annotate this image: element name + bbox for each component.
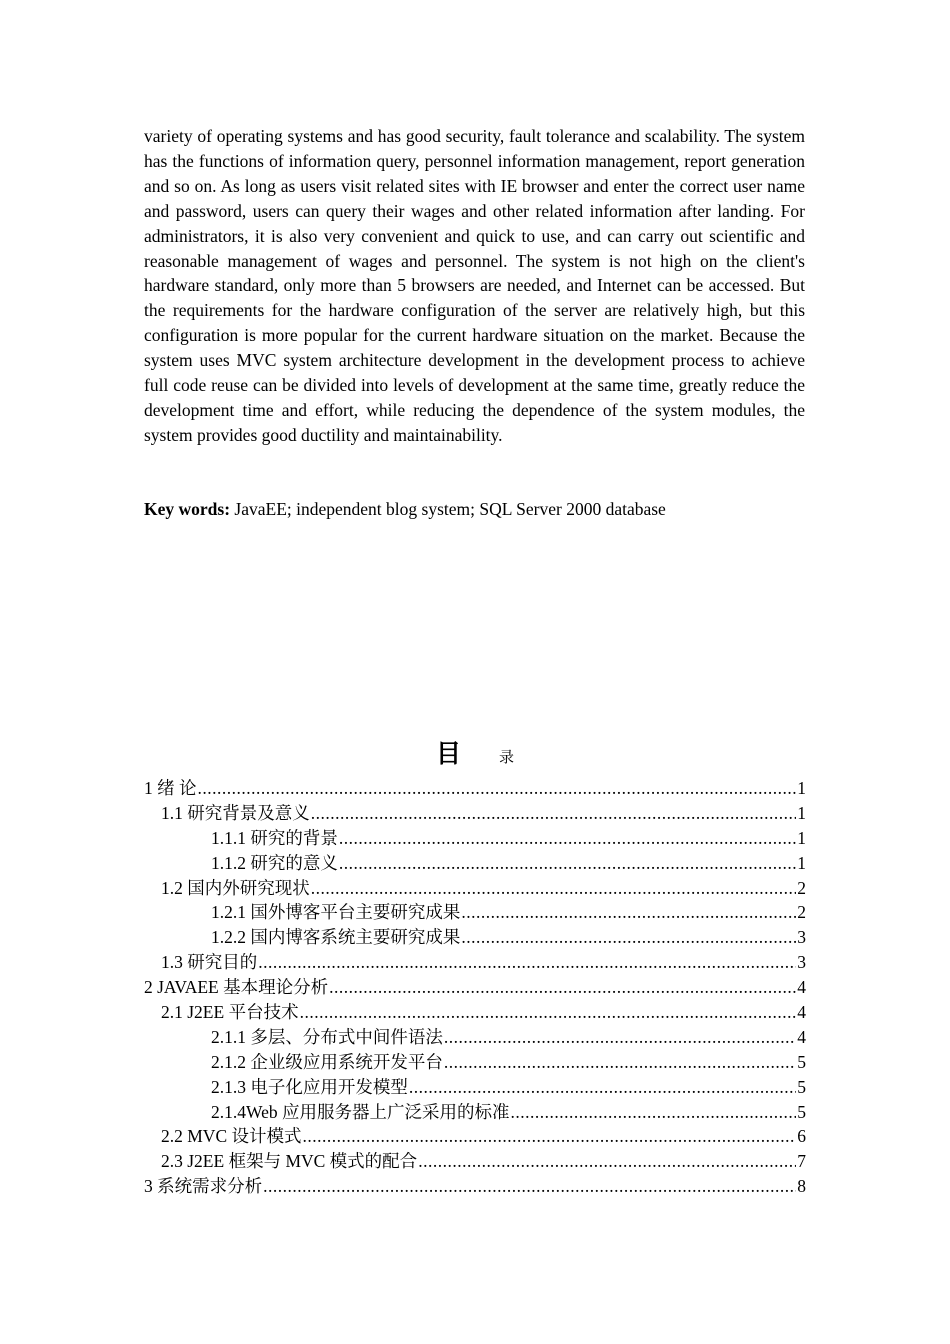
toc-entry-label: 1.2.2 国内博客系统主要研究成果 xyxy=(211,927,461,948)
keywords-text: JavaEE; independent blog system; SQL Server 2000 database xyxy=(234,499,666,519)
toc-entry[interactable] xyxy=(144,950,806,975)
toc-entry-page: 4 xyxy=(797,977,806,998)
toc-entry[interactable] xyxy=(144,1174,806,1199)
toc-entry-label: 2.1.4Web 应用服务器上广泛采用的标准 xyxy=(211,1101,510,1122)
toc-entry-page: 7 xyxy=(797,1151,806,1172)
toc-entry-page: 3 xyxy=(797,952,806,973)
toc-leader xyxy=(263,1174,796,1199)
toc-entry-label: 1.2.1 国外博客平台主要研究成果 xyxy=(211,902,461,923)
toc-entry-page: 1 xyxy=(797,802,806,823)
toc-leader xyxy=(409,1075,796,1100)
toc-entry-label: 1.1 研究背景及意义 xyxy=(161,802,310,823)
toc-leader xyxy=(303,1124,797,1149)
toc-entry[interactable] xyxy=(144,1050,806,1075)
toc-entry[interactable] xyxy=(144,925,806,950)
toc-title-main: 目 xyxy=(435,739,461,768)
toc-leader xyxy=(311,876,797,901)
toc-entry-label: 2.1.2 企业级应用系统开发平台 xyxy=(211,1051,443,1072)
toc-entry-label: 2 JAVAEE 基本理论分析 xyxy=(144,977,329,998)
toc-entry-page: 3 xyxy=(797,927,806,948)
toc-entry-label: 1.3 研究目的 xyxy=(161,952,258,973)
toc-leader xyxy=(444,1025,796,1050)
toc-entry-page: 1 xyxy=(797,827,806,848)
toc-entry-label: 1 绪 论 xyxy=(144,778,197,798)
toc-entry-page: 5 xyxy=(797,1051,806,1072)
toc-entry[interactable] xyxy=(144,1025,806,1050)
toc-leader xyxy=(339,851,796,876)
toc-entry-label: 2.1.1 多层、分布式中间件语法 xyxy=(211,1026,443,1047)
toc-entry[interactable] xyxy=(144,1000,806,1025)
toc-entry-page: 4 xyxy=(797,1026,806,1047)
toc-leader xyxy=(300,1000,797,1025)
toc-leader xyxy=(444,1050,796,1075)
toc-leader xyxy=(461,900,796,925)
toc-entry-label: 1.1.1 研究的背景 xyxy=(211,827,338,848)
toc-entry-label: 2.2 MVC 设计模式 xyxy=(161,1126,302,1147)
toc-entry[interactable] xyxy=(144,1075,806,1100)
toc-leader xyxy=(339,826,796,851)
toc-entry[interactable] xyxy=(144,851,806,876)
toc-entry-page: 2 xyxy=(797,877,806,898)
toc-entry-label: 2.1 J2EE 平台技术 xyxy=(161,1002,299,1023)
toc-entry-label: 2.3 J2EE 框架与 MVC 模式的配合 xyxy=(161,1151,418,1172)
toc-entry[interactable] xyxy=(144,1124,806,1149)
toc-leader xyxy=(461,925,796,950)
toc-entry[interactable] xyxy=(144,801,806,826)
table-of-contents xyxy=(144,776,806,1199)
toc-entry-page: 8 xyxy=(797,1176,806,1197)
toc-entry-label: 2.1.3 电子化应用开发模型 xyxy=(211,1076,408,1097)
toc-leader xyxy=(329,975,796,1000)
toc-entry-page: 5 xyxy=(797,1101,806,1122)
toc-entry-page: 6 xyxy=(797,1126,806,1147)
toc-entry[interactable] xyxy=(144,776,806,801)
toc-leader xyxy=(511,1100,797,1125)
toc-entry[interactable] xyxy=(144,876,806,901)
toc-entry-page: 1 xyxy=(797,778,806,798)
toc-entry[interactable] xyxy=(144,1100,806,1125)
toc-entry-label: 1.2 国内外研究现状 xyxy=(161,877,310,898)
toc-title xyxy=(0,734,950,770)
toc-entry-page: 1 xyxy=(797,852,806,873)
toc-entry-page: 5 xyxy=(797,1076,806,1097)
keywords-line xyxy=(144,497,805,522)
toc-entry-page: 4 xyxy=(797,1002,806,1023)
toc-leader xyxy=(258,950,796,975)
toc-leader xyxy=(198,776,797,801)
keywords-label: Key words: xyxy=(144,499,231,519)
toc-title-second: 录 xyxy=(499,748,515,766)
toc-entry-page: 2 xyxy=(797,902,806,923)
toc-entry[interactable] xyxy=(144,1149,806,1174)
abstract-paragraph: variety of operating systems and has good security, fault tolerance and scalability. The system has the functions of information query, personnel information management, report generation and so on. As long as users visit related sites with IE browser and enter the correct user name and password, users can query their wages and other related information after landing. For administrators, it is also very convenient and quick to use, and can carry out scientific and reasonable management of wages and personnel. The system is not high on the client's hardware standard, only more than 5 browsers are needed, and Internet can be accessed. But the requirements for the hardware configuration of the server are relatively high, but this configuration is more popular for the current hardware situation on the market. Because the system uses MVC system architecture development in the development process to achieve full code reuse can be divided into levels of development at the same time, greatly reduce the development time and effort, while reducing the dependence of the system modules, the system provides good ductility and maintainability. xyxy=(144,126,805,445)
toc-leader xyxy=(311,801,797,826)
toc-entry-label: 1.1.2 研究的意义 xyxy=(211,852,338,873)
toc-entry-label: 3 系统需求分析 xyxy=(144,1176,263,1197)
toc-leader xyxy=(418,1149,796,1174)
toc-entry[interactable] xyxy=(144,900,806,925)
toc-entry[interactable] xyxy=(144,975,806,1000)
toc-entry[interactable] xyxy=(144,826,806,851)
